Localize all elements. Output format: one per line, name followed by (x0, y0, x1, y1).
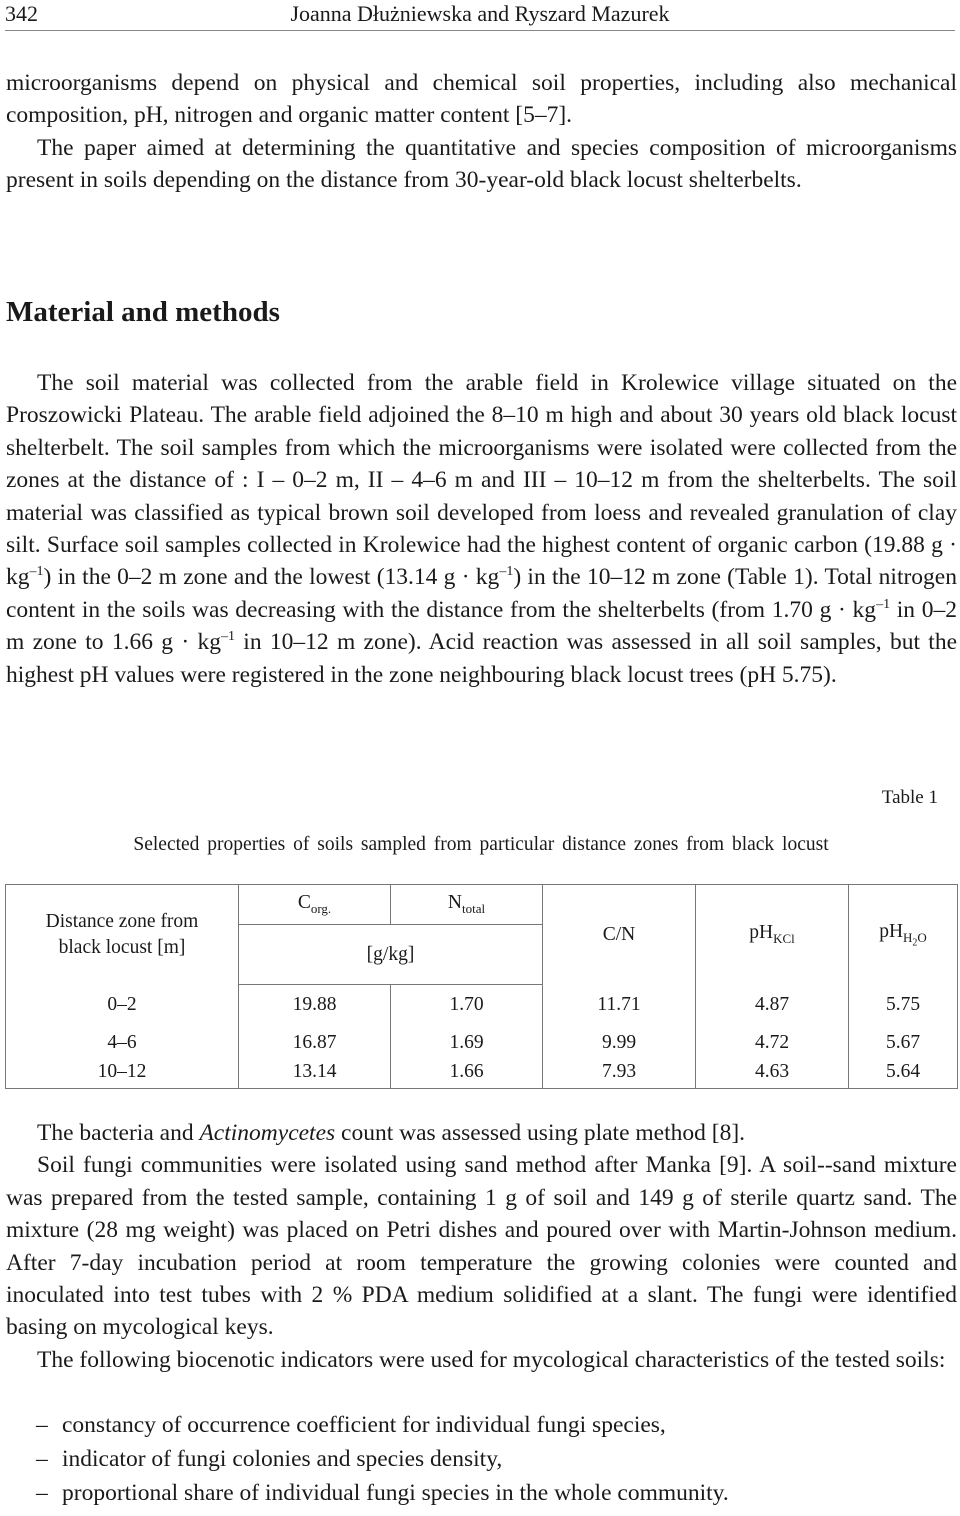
cell: 9.99 (543, 1025, 696, 1061)
running-title: Joanna Dłużniewska and Ryszard Mazurek (290, 1, 670, 26)
text: The soil material was collected from the arable field in Krolewice village situated on the Proszowicki Plateau. The arable field adjoined the 8–10 m high and about 30 years old black locust shelterbelt. The soil samples from which the microorganisms were isolated were collected from the zones at the distance of : I – 0–2 m, II – 4–6 m and III – 10–12 m from the shelterbelts. The soil material was classified as typical brown soil developed from loess and revealed granulation of clay silt. Surface soil samples collected in Krolewice had the highest content of organic carbon (19.88 g · kg (6, 370, 957, 591)
header-cn: C/N (543, 885, 696, 985)
superscript: –1 (29, 564, 44, 580)
header-corg: $C_{org.}$ (239, 885, 391, 925)
page-number: 342 (5, 1, 38, 26)
paragraph: Soil fungi communities were isolated using sand method after Manka [9]. A soil--sand mixture was prepared from the tested sample, containing 1 g of soil and 149 g of sterile quartz sand. The mixture (28 mg weight) was placed on Petri dishes and poured over with Martin-Johnson medium. After 7-day incubation period at room temperature the growing colonies were counted and inoculated into test tubes with 2 % PDA medium solidified at a slant. The fungi were identified basing on mycological keys. (6, 1152, 957, 1341)
indicator-list (6, 1412, 729, 1514)
running-header (5, 0, 955, 31)
cell: 1.69 (391, 1025, 543, 1061)
intro-text (6, 67, 957, 197)
cell: 4.63 (696, 1061, 849, 1089)
list-item: – indicator of fungi colonies and species density, (36, 1446, 503, 1472)
cell: 5.75 (849, 985, 958, 1025)
superscript: –1 (221, 629, 235, 645)
text: in 0–2 m zone to 1.66 g · kg (6, 596, 957, 656)
text: ) in the 10–12 m zone (Table 1). Total nitrogen content in the soils was decreasing with the distance from the shelterbelts (from 1.70 g · kg (6, 564, 957, 623)
cell: 19.88 (239, 985, 391, 1025)
superscript: –1 (499, 564, 514, 580)
cell: 0–2 (6, 985, 239, 1025)
table-label: Table 1 (881, 787, 938, 808)
cell: 7.93 (543, 1061, 696, 1089)
methods-text (6, 367, 957, 691)
superscript: –1 (876, 596, 891, 612)
after-table-text (6, 1117, 957, 1376)
list-item: – constancy of occurrence coefficient for individual fungi species, (36, 1412, 666, 1438)
table-caption: Selected properties of soils sampled from particular distance zones from black locust (133, 834, 829, 855)
header-phkcl: $pH_{KCl}$ (696, 885, 849, 985)
paragraph: The paper aimed at determining the quantitative and species composition of microorganisms present in soils depending on the distance from 30-year-old black locust shelterbelts. (6, 134, 957, 194)
cell: 4.87 (696, 985, 849, 1025)
cell: 4–6 (6, 1025, 239, 1061)
header-zone: Distance zone from black locust [m] (6, 885, 239, 985)
cell: 5.64 (849, 1061, 958, 1089)
paragraph: The following biocenotic indicators were used for mycological characteristics of the tested soils: (37, 1346, 946, 1373)
cell: 1.70 (391, 985, 543, 1025)
list-item: – proportional share of individual fungi species in the whole community. (36, 1480, 729, 1506)
cell: 11.71 (543, 985, 696, 1025)
header-phh2o: $pH_{H_2O}$ (849, 885, 958, 985)
cell: 10–12 (6, 1061, 239, 1089)
header-ntotal: $N_{total}$ (391, 885, 543, 925)
paragraph (6, 367, 957, 691)
cell: 13.14 (239, 1061, 391, 1089)
text: in 10–12 m zone). Acid reaction was assessed in all soil samples, but the highest pH values were registered in the zone neighbouring black locust trees (pH 5.75). (6, 629, 957, 688)
paragraph: microorganisms depend on physical and chemical soil properties, including also mechanical composition, pH, nitrogen and organic matter content [5–7]. (6, 70, 957, 129)
paragraph: The bacteria and Actinomycetes count was assessed using plate method [8]. (37, 1120, 746, 1146)
cell: 1.66 (391, 1061, 543, 1089)
cell: 16.87 (239, 1025, 391, 1061)
text: ) in the 0–2 m zone and the lowest (13.14 g · kg (43, 564, 500, 591)
soil-properties-table (5, 884, 958, 1089)
header-unit: [g/kg] (239, 925, 543, 985)
section-heading: Material and methods (6, 296, 280, 328)
cell: 5.67 (849, 1025, 958, 1061)
cell: 4.72 (696, 1025, 849, 1061)
